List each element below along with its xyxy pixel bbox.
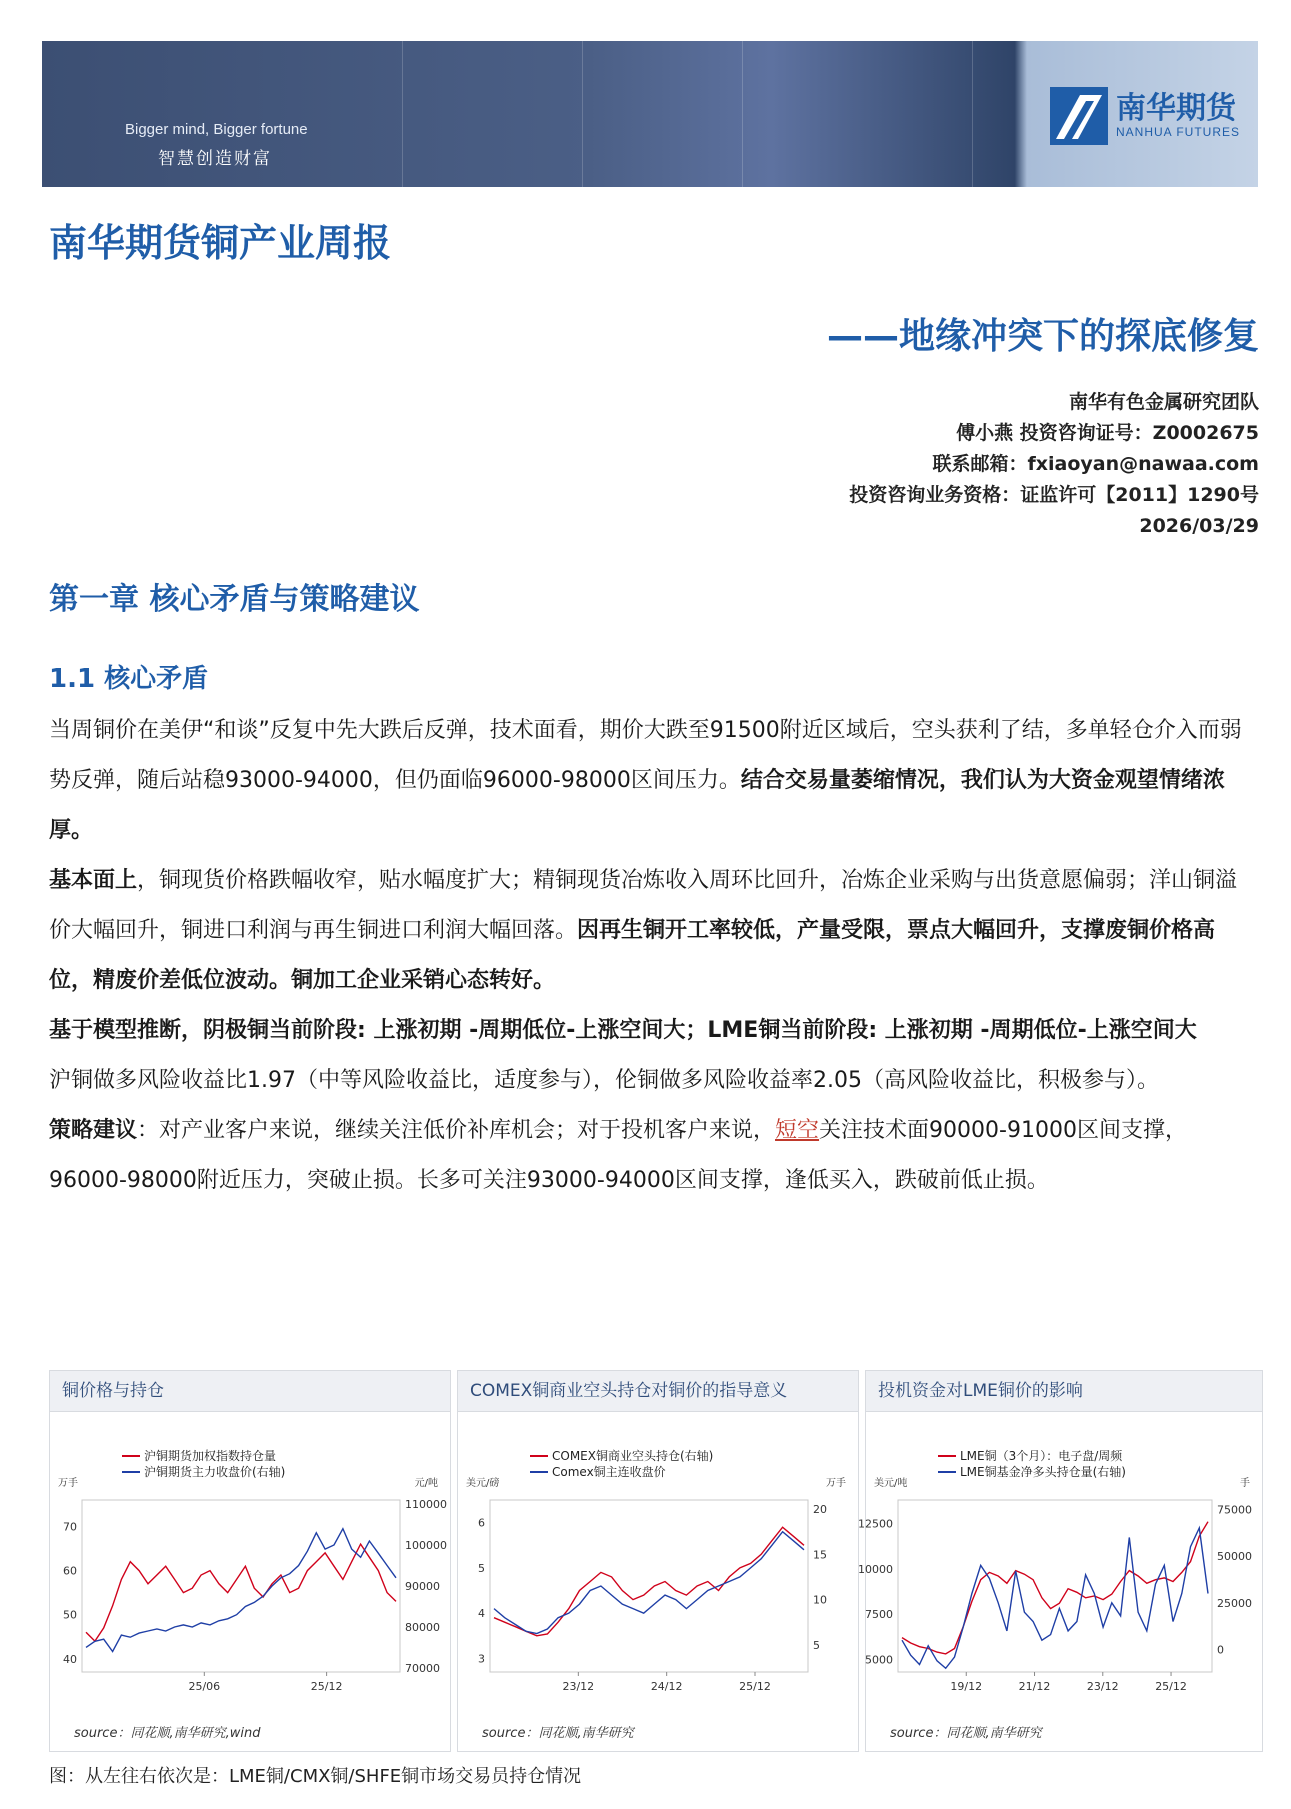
chart-panel-comex-short [457,1370,859,1752]
left-tick-label: 10000 [858,1562,893,1576]
legend-label: COMEX铜商业空头持仓(右轴) [552,1449,714,1463]
paragraph-lead: 策略建议 [49,1118,138,1143]
analyst-credential: 傅小燕 投资咨询证号：Z0002675 [956,422,1259,444]
paragraph-text: ，铜现货价格跌幅收窄，贴水幅度扩大；精铜现货冶炼收入周环比回升，冶炼企业采购与出货意愿偏弱；洋山铜溢价大幅回升，铜进口利润与再生铜进口利润大幅回落。 [49,868,1238,943]
right-axis-unit: 手 [1240,1478,1250,1489]
logo-mark-icon [1050,87,1108,145]
right-tick-label: 15 [813,1548,827,1562]
paragraph-fundamentals [49,856,1249,1006]
plot-area [898,1500,1212,1672]
chart-source: source：同花顺,南华研究 [890,1726,1042,1741]
right-tick-label: 50000 [1217,1550,1252,1564]
chart-source: source：同花顺,南华研究 [482,1726,634,1741]
business-license: 投资咨询业务资格：证监许可【2011】1290号 [849,484,1259,506]
x-tick-label: 25/12 [739,1680,771,1693]
x-tick-label: 25/06 [188,1680,221,1693]
research-team: 南华有色金属研究团队 [1068,391,1259,413]
left-axis-unit: 美元/磅 [466,1478,500,1489]
legend-label: LME铜基金净多头持仓量(右轴) [960,1465,1126,1479]
left-tick-label: 40 [63,1652,77,1666]
contact-email: 联系邮箱：fxiaoyan@nawaa.com [932,453,1259,475]
author-info [849,387,1259,542]
right-tick-label: 90000 [405,1580,440,1593]
left-axis-unit: 美元/吨 [874,1478,908,1489]
series-line [494,1532,804,1634]
paragraph-text: ：对产业客户来说，继续关注低价补库机会；对于投机客户来说， [137,1118,776,1143]
right-tick-label: 80000 [405,1620,440,1634]
series-line [902,1522,1208,1654]
section-title: 1.1 核心矛盾 [49,664,209,694]
paragraph-text: 关注技术面90000-91000区间支撑，96000-98000附近压力，突破止损。长多可关注93000-94000区间支撑，逢低买入，跌破前低止损。 [49,1118,1187,1193]
legend-label: 沪铜期货主力收盘价(右轴) [144,1465,286,1479]
paragraph-text: 当周铜价在美伊“和谈”反复中先大跌后反弹，技术面看，期价大跌至91500附近区域后，空头获利了结，多单轻仓介入而弱势反弹，随后站稳93000-94000，但仍面临96000-98000区间压力。 [49,718,1242,793]
x-tick-label: 23/12 [1086,1680,1119,1693]
paragraph-core-contradiction [49,706,1249,856]
left-tick-label: 50 [63,1608,77,1622]
chapter-title: 第一章 核心矛盾与策略建议 [49,582,420,617]
right-tick-label: 110000 [405,1498,447,1512]
left-tick-label: 3 [478,1652,485,1666]
left-tick-label: 6 [478,1516,485,1530]
figure-caption: 图：从左往右依次是：LME铜/CMX铜/SHFE铜市场交易员持仓情况 [49,1766,582,1787]
series-line [86,1544,396,1641]
report-subtitle: ——地缘冲突下的探底修复 [826,316,1259,357]
right-tick-label: 20 [813,1503,827,1517]
left-tick-label: 5 [478,1561,485,1575]
x-tick-label: 24/12 [650,1680,683,1693]
chart-price-position [50,1412,450,1712]
left-tick-label: 70 [63,1520,77,1534]
right-tick-label: 70000 [405,1661,440,1675]
right-tick-label: 25000 [1217,1596,1252,1610]
chart-title: 铜价格与持仓 [50,1371,450,1412]
company-logo [1050,86,1240,146]
right-axis-unit: 元/吨 [414,1478,438,1489]
x-tick-label: 25/12 [1155,1680,1187,1693]
plot-area [82,1500,400,1672]
slogan-en: Bigger mind, Bigger fortune [125,121,308,138]
left-tick-label: 60 [63,1564,77,1578]
logo-name-en: NANHUA FUTURES [1115,125,1240,139]
paragraph-emphasis: 因再生铜开工率较低，产量受限，票点大幅回升，支撑废铜价格高位，精废价差低位波动。铜加工企业采销心态转好。 [49,918,1216,993]
chart-comex-short [458,1412,858,1712]
right-tick-label: 5 [813,1638,820,1652]
chart-title: 投机资金对LME铜价的影响 [866,1371,1262,1412]
paragraph-emphasis: 结合交易量萎缩情况，我们认为大资金观望情绪浓厚。 [49,768,1225,843]
series-line [902,1528,1208,1668]
legend-label: LME铜（3个月）：电子盘/周频 [960,1449,1123,1463]
body-text [49,706,1249,1206]
left-tick-label: 12500 [858,1517,893,1531]
chart-title: COMEX铜商业空头持仓对铜价的指导意义 [458,1371,858,1412]
paragraph-strategy [49,1106,1249,1206]
legend-label: 沪铜期货加权指数持仓量 [144,1449,277,1463]
right-tick-label: 10 [813,1593,827,1607]
x-tick-label: 19/12 [950,1680,983,1693]
paragraph-emphasis: 基于模型推断，阴极铜当前阶段: 上涨初期 -周期低位-上涨空间大；LME铜当前阶段: 上涨初期 -周期低位-上涨空间大 [49,1018,1197,1043]
right-tick-label: 75000 [1217,1503,1252,1517]
left-axis-unit: 万手 [58,1478,78,1489]
chart-source: source：同花顺,南华研究,wind [74,1726,261,1741]
short-sell-link[interactable]: 短空 [775,1118,820,1143]
series-line [494,1527,804,1636]
left-tick-label: 4 [478,1607,485,1621]
right-axis-unit: 万手 [826,1478,846,1489]
report-date: 2026/03/29 [1139,515,1259,537]
logo-name-cn: 南华期货 [1115,91,1236,126]
paragraph-model [49,1006,1249,1056]
chart-panel-price-position [49,1370,451,1752]
plot-area [490,1500,808,1672]
paragraph-lead: 基本面上 [49,868,138,893]
series-line [86,1529,396,1652]
x-tick-label: 23/12 [562,1680,595,1693]
legend-label: Comex铜主连收盘价 [552,1465,666,1479]
slogan-cn: 智慧创造财富 [158,149,272,169]
chart-panel-lme-speculative [858,1370,1263,1752]
paragraph-risk-reward: 沪铜做多风险收益比1.97（中等风险收益比，适度参与），伦铜做多风险收益率2.05（高风险收益比，积极参与）。 [49,1068,1159,1093]
left-tick-label: 5000 [865,1653,893,1667]
chart-lme-speculative [858,1412,1262,1712]
x-tick-label: 25/12 [310,1680,343,1693]
header-banner [42,41,1258,187]
right-tick-label: 100000 [405,1539,447,1553]
right-tick-label: 0 [1217,1643,1224,1657]
report-title: 南华期货铜产业周报 [49,221,392,265]
x-tick-label: 21/12 [1018,1680,1051,1693]
left-tick-label: 7500 [865,1608,893,1622]
